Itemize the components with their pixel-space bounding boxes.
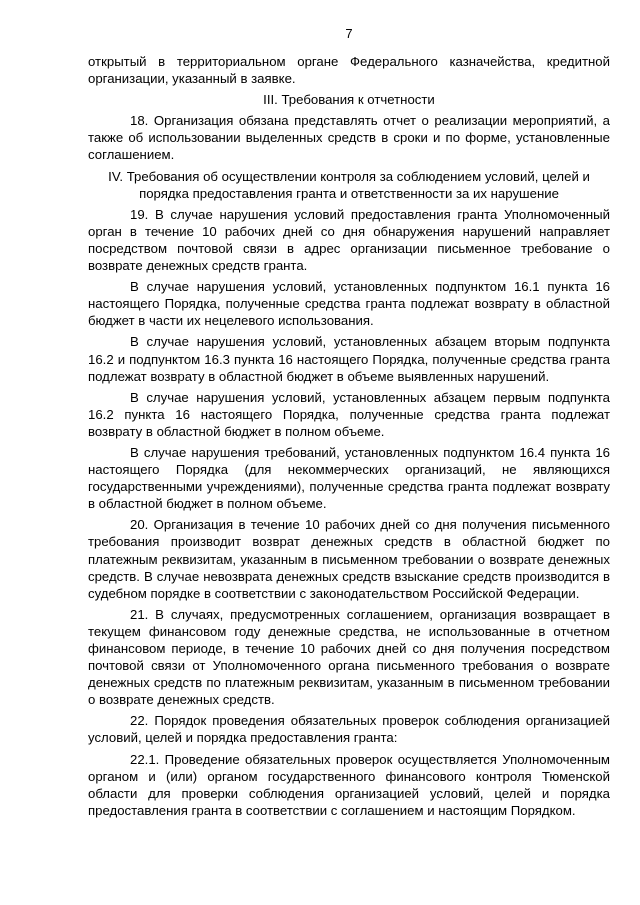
paragraph-19: 19. В случае нарушения условий предоставления гранта Уполномоченный орган в течение 10 рабочих дней со дня обнаружения нарушений направляет посредством почтовой связи в адрес организации письменное требование о возврате денежных средств гранта.: [88, 206, 610, 274]
paragraph-19-d: В случае нарушения требований, установленных подпунктом 16.4 пункта 16 настоящего Порядка (для некоммерческих организаций, не являющихся государственными учреждениями), полученные средства гранта подлежат возврату в областной бюджет в полном объеме.: [88, 444, 610, 512]
paragraph-22: 22. Порядок проведения обязательных проверок соблюдения организацией условий, целей и порядка предоставления гранта:: [88, 713, 610, 746]
paragraph-continuation: открытый в территориальном органе Федерального казначейства, кредитной организации, указанный в заявке.: [88, 54, 610, 87]
paragraph-20: 20. Организация в течение 10 рабочих дней со дня получения письменного требования производит возврат денежных средств в областной бюджет по платежным реквизитам, указанным в письменном требовании о возврате денежных средств. В случае невозврата денежных средств взыскание средств производится в судебном порядке в соответствии с законодательством Российской Федерации.: [88, 517, 610, 601]
paragraph-19-c: В случае нарушения условий, установленных абзацем первым подпункта 16.2 пункта 16 настоящего Порядка, полученные средства гранта подлежат возврату в областной бюджет в полном объеме.: [88, 389, 610, 439]
page-number: 7: [345, 26, 353, 41]
section-heading-3: III. Требования к отчетности: [263, 92, 435, 108]
paragraph-19-a: В случае нарушения условий, установленных подпунктом 16.1 пункта 16 настоящего Порядка, полученные средства гранта подлежат возврату в областной бюджет в части их нецелевого использования.: [88, 279, 610, 329]
section-heading-4: IV. Требования об осуществлении контроля за соблюдением условий, целей и порядка предоставления гранта и ответственности за их нарушение: [108, 168, 590, 201]
paragraph-18: 18. Организация обязана представлять отчет о реализации мероприятий, а также об использовании выделенных средств в сроки и по форме, установленные соглашением.: [88, 113, 610, 163]
paragraph-21: 21. В случаях, предусмотренных соглашением, организация возвращает в текущем финансовом году денежные средства, не использованные в отчетном финансовом периоде, в течение 10 рабочих дней со дня получения посредством почтовой связи от Уполномоченного органа письменного требования о возврате денежных средств по платежным реквизитам, указанным в письменном требовании о возврате денежных средств.: [88, 606, 610, 708]
document-body: [88, 53, 610, 823]
paragraph-19-b: В случае нарушения условий, установленных абзацем вторым подпункта 16.2 и подпунктом 16.3 пункта 16 настоящего Порядка, полученные средства гранта подлежат возврату в областной бюджет в объеме выявленных нарушений.: [88, 334, 610, 384]
paragraph-22-1: 22.1. Проведение обязательных проверок осуществляется Уполномоченным органом и (или) органом государственного финансового контроля Тюменской области для проверки соблюдения организацией условий, целей и порядка предоставления гранта в соответствии с соглашением и настоящим Порядком.: [88, 751, 610, 818]
